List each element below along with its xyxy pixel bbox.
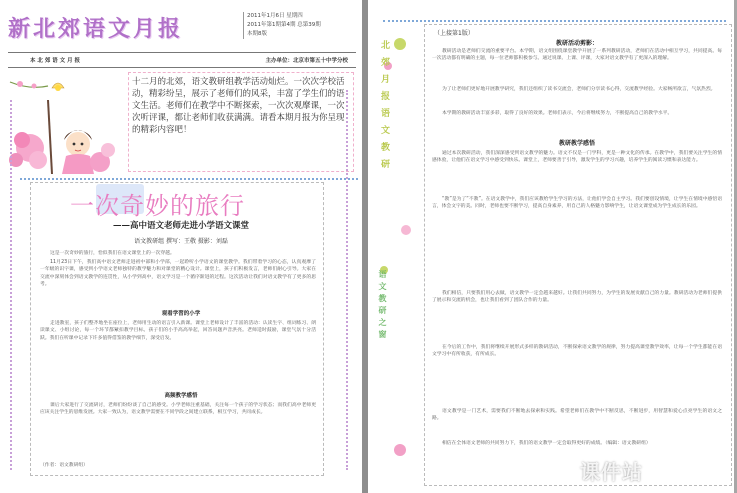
- masthead-issue: 2011年第1期第4期 总第39期: [247, 22, 321, 28]
- body-paragraph: 我们相信，只要我们用心去做，语文教学一定会越来越好。让我们共同努力，为学生的发展贡献自己的力量。教研活动为老师们提供了展示和交流的机会，也让我们看到了团队合作的力量。: [432, 291, 722, 304]
- article-body-2: [40, 320, 316, 388]
- subband-right: 主办单位：北京市第五十中学分校: [265, 58, 348, 64]
- masthead-pages: 本期8版: [247, 31, 267, 37]
- right-body-4: [432, 150, 722, 194]
- body-paragraph: 通过本次教研活动，我们深深感受到语文教学的魅力。语文不仅是一门学科，更是一种文化的传承。在教学中，我们要关注学生的情感体验，让他们在语文学习中感受到快乐。课堂上，老师要善于引导，激发学生的学习兴趣，培养学生的阅读习惯和表达能力。: [432, 151, 722, 164]
- body-paragraph: 为了让老师们更好地开展教学研究，我们还组织了读书交流会，老师们分享读书心得，交流教学经验。大家畅所欲言，气氛热烈。: [442, 87, 716, 92]
- right-body-3: [432, 110, 722, 126]
- masthead-rule: [8, 52, 356, 53]
- subband-left: 本 北 郊 语 文 月 报: [30, 58, 80, 64]
- article-body-3: [40, 402, 316, 462]
- vertical-subtitle: 语文教研之窗: [378, 270, 388, 342]
- section-heading: 教研活动剪影：: [555, 40, 598, 47]
- decorative-side-column: [370, 30, 416, 490]
- lead-paragraph: 这是一次奇妙的旅行，恰似我们在语文课堂上的一次穿越。: [50, 251, 175, 256]
- body-paragraph: 11月23日下午，我们高中语文老师走进初中部和小学部，一起聆听小学语文的课堂教学。我们带着学习的心态，认真观摩了一年级的识字课，感受到小学语文老师独特的教学魅力和对课堂的精心设计。课堂上，孩子们积极发言，老师们耐心引导。大家在交流中深刻体会到语文教学的连贯性，从小学到高中，语文学习是一个循序渐进的过程。这次活动让我们对语文教学有了更多的思考。: [40, 260, 316, 288]
- left-dotted-border: [10, 100, 14, 470]
- right-dotted-border: [346, 90, 350, 470]
- article-body-1: [40, 259, 316, 305]
- section-heading: 观看学習的小学: [161, 311, 201, 317]
- section-heading: 教研教学感悟: [558, 140, 595, 147]
- masthead-date: 2011年1月6日 星期四: [247, 13, 303, 19]
- right-body-6: [432, 290, 722, 340]
- masthead-subband: [8, 56, 356, 66]
- site-watermark: 课件站: [580, 460, 643, 484]
- body-paragraph: “教”是为了“不教”。在语文教学中，我们应该教给学生学习的方法，让他们学会自主学习。我们要创设情境，让学生在情境中感悟语言，体会文字的美。同时，老师也要不断学习，提高自身素养，用自己的人格魅力影响学生，让语文课堂成为学生成长的乐园。: [432, 197, 722, 210]
- intro-paragraph: 十二月的北郊，语文教研组教学活动灿烂。一次次学校活动，精彩纷呈，展示了老师们的风采，丰富了学生们的语文生活。老师们在教学中不断探索，一次次观摩课，一次次听评课，都让老师们收获满满。请看本期月报为你呈现的精彩内容吧！: [132, 77, 345, 135]
- right-body-8: [432, 408, 722, 438]
- body-paragraph: 课后大家进行了交流研讨，老师们纷纷谈了自己的感受。小学老师注重基础，关注每一个孩子的学习状态；而我们高中老师更应该关注学生的思维发展。大家一致认为，语文教学需要在不同学段之间建立联系，相互学习，共同成长。: [40, 403, 316, 416]
- right-body-9: [432, 440, 722, 462]
- article-title: 一次奇妙的旅行: [70, 192, 245, 220]
- body-paragraph: 语文教学是一门艺术，需要我们不断地去探索和实践。希望老师们在教学中不断反思，不断进步，用智慧和爱心点亮学生的语文之路。: [432, 409, 722, 422]
- body-paragraph: 走进教室，孩子们整齐地坐在座位上，老师用生动的语言引入新课。课堂上老师设计了丰富的活动：认读生字、组词练习、朗读课文、小组讨论，每一个环节都紧扣教学目标。孩子们的小手高高举起，回答问题声音洪亮。老师适时鼓励，课堂气氛十分活跃。我们在听课中记录下许多值得借鉴的教学细节，深受启发。: [40, 321, 316, 341]
- right-page: [368, 0, 734, 493]
- right-body-5: [432, 196, 722, 286]
- footer-note: （作者：语文教研组）: [40, 463, 88, 468]
- article-lead: [40, 250, 316, 257]
- article-footer: [40, 462, 316, 469]
- vertical-title: 北郊月报语文教研: [379, 40, 389, 176]
- right-body-7: [432, 344, 722, 404]
- left-page: [0, 0, 362, 493]
- subband-rule: [8, 67, 356, 68]
- right-body-2: [432, 86, 722, 108]
- article-byline: 语文教研组 撰写：王敬 摄影：刘磊: [134, 238, 228, 245]
- section-heading: 高频教学感悟: [164, 393, 198, 399]
- continued-label: （上接第1版）: [434, 30, 474, 37]
- body-paragraph: 相信在全体语文老师的共同努力下，我们的语文教学一定会取得更好的成绩。（编辑：语文教研组）: [442, 441, 651, 446]
- right-body-1: [432, 48, 722, 84]
- girl-with-flowers-illustration: [8, 70, 120, 176]
- dotted-divider: [383, 20, 726, 22]
- body-paragraph: 教研活动是老师们交流的重要平台。本学期，语文组围绕课堂教学开展了一系列教研活动，老师们在活动中相互学习，共同提高。每一次活动都有明确的主题，每一位老师都积极参与。通过说课、上课、评课，大家对语文教学有了更深入的理解。: [432, 49, 722, 62]
- masthead-title: 新北郊语文月报: [8, 16, 184, 42]
- body-paragraph: 本学期的教研活动丰富多彩，取得了良好的效果。老师们表示，今后将继续努力，不断提高自己的教学水平。: [442, 111, 673, 116]
- body-paragraph: 在今后的工作中，我们将继续开展形式多样的教研活动，不断探索语文教学的规律，努力提高课堂教学效率，让每一个学生都能在语文学习中有所收获，有所成长。: [432, 345, 722, 358]
- article-subtitle: ——高中语文老师走进小学语文课堂: [112, 221, 249, 231]
- masthead-info: [243, 12, 357, 39]
